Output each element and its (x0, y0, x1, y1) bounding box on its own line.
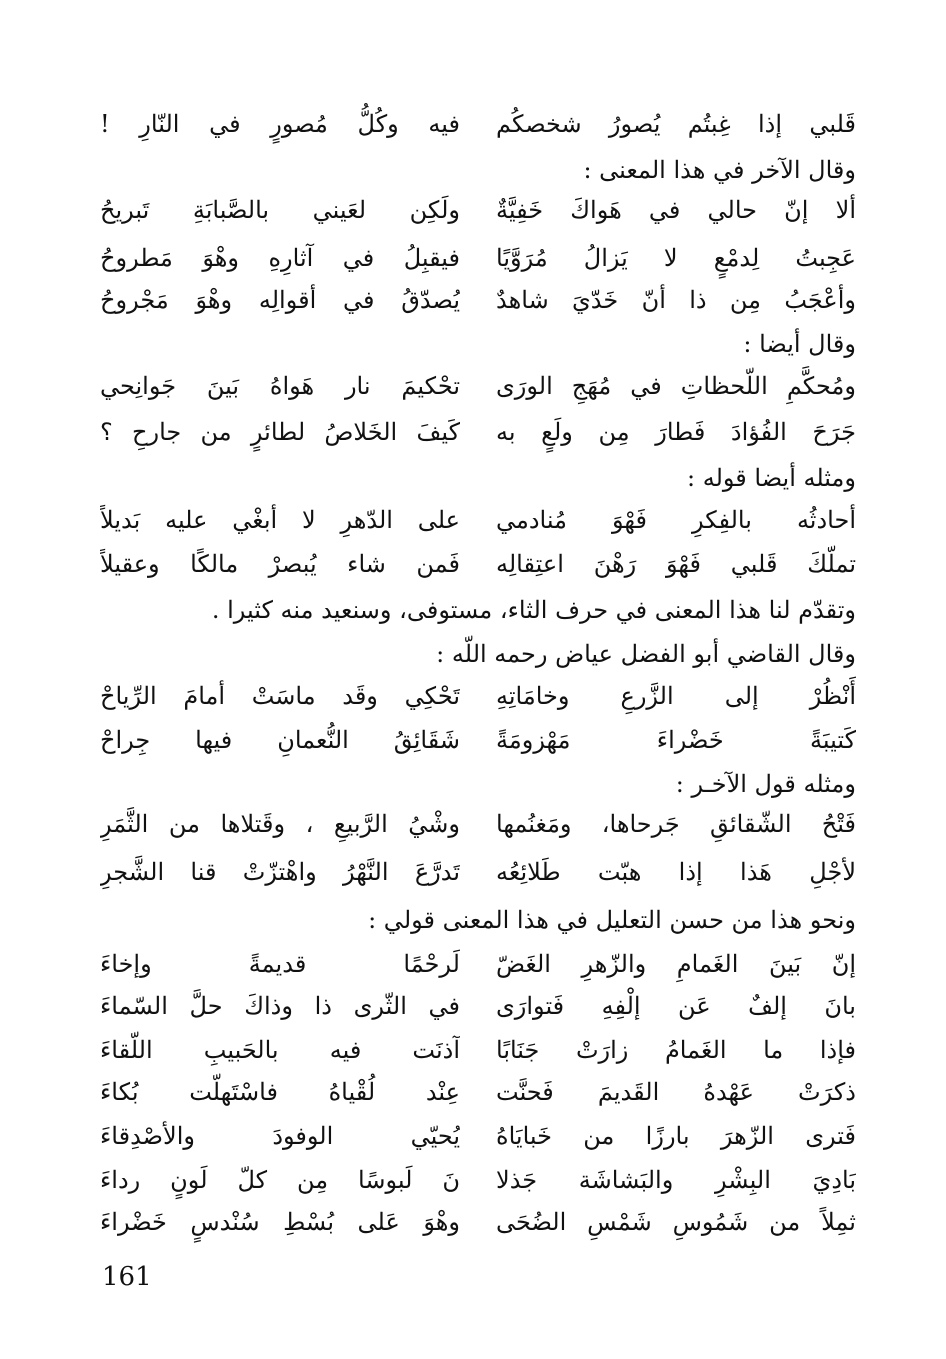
verse-first-hemistich: إنّ بَينَ الغَمامِ والزّهرِ الغَضّ (496, 950, 856, 978)
verse-line (80, 1198, 856, 1246)
prose-line: وتقدّم لنا هذا المعنى في حرف الثاء، مستوفى، وسنعيد منه كثيرا . (211, 596, 856, 624)
verse-line (80, 716, 856, 764)
verse-first-hemistich: ألا إنّ حالي في هَواكَ خَفِيَّةٌ (496, 196, 856, 224)
verse-line (80, 982, 856, 1030)
verse-first-hemistich: قَلبي إذا غِبتُم يُصورُ شخصكُم (496, 110, 856, 138)
verse-line (80, 672, 856, 720)
verse-line (80, 408, 856, 456)
verse-line (80, 496, 856, 544)
verse-second-hemistich: يُحيّي الوفودَ والأصْدِقاءَ (100, 1122, 460, 1150)
verse-line (80, 100, 856, 148)
verse-first-hemistich: ذكرَتْ عَهْدهُ القَديمَ فَحنَّت (496, 1078, 856, 1106)
verse-first-hemistich: جَرَحَ الفُؤادَ فَطارَ مِن ولَعٍ به (496, 418, 856, 446)
verse-second-hemistich: تَدرَّعَ النَّهْرُ واهْتزّتْ قنا الشَّجرِ (100, 858, 460, 886)
verse-second-hemistich: فيقبِلُ في آثارِهِ وهْوَ مَطروحُ (100, 244, 460, 272)
verse-first-hemistich: وأعْجَبُ مِن ذا أنّ خَدّيَ شاهدٌ (496, 286, 856, 314)
verse-first-hemistich: عَجِبتُ لِدمْعٍ لا يَزالُ مُرَوَّيًا (496, 244, 856, 272)
verse-second-hemistich: ولَكِن لعَيني بالصَّبابَةِ تَبريحُ (100, 196, 460, 224)
verse-first-hemistich: أحادثُه بالفِكرِ فَهْوَ مُنادمي (496, 506, 856, 534)
verse-second-hemistich: كَيفَ الخَلاصُ لطائرٍ من جارحِ ؟ (100, 418, 460, 446)
page-number: 161 (102, 1262, 152, 1292)
verse-line (80, 800, 856, 848)
prose-line: ونحو هذا من حسن التعليل في هذا المعنى قولي : (368, 906, 856, 934)
verse-first-hemistich: أَنْظُرْ إلى الزَّرعِ وخامَاتِهِ (496, 682, 856, 710)
verse-line (80, 1026, 856, 1074)
verse-first-hemistich: فإذا ما الغَمامُ زارَتْ جَنَابًا (496, 1036, 856, 1064)
verse-first-hemistich: كَتيبَةً خَضْراءَ مَهْزومَةً (496, 726, 856, 754)
verse-first-hemistich: ثمِلاً من شَمُوسِ شَمْسِ الضُحَى (496, 1208, 856, 1236)
verse-second-hemistich: وهْوَ عَلى بُسْطِ سُنْدسٍ خَضْراءَ (100, 1208, 460, 1236)
verse-line (80, 1068, 856, 1116)
verse-second-hemistich: يُصدّقُ في أقوالِه وهْوَ مَجْروحُ (100, 286, 460, 314)
prose-line: ومثله قول الآخـر : (675, 770, 856, 798)
verse-line (80, 234, 856, 282)
verse-second-hemistich: تحْكيمَ نار هَواهُ بَينَ جَوانِحي (100, 372, 460, 400)
verse-second-hemistich: وشْيُ الرَّبيعِ ، وقَتلاها من الثَّمَرِ (100, 810, 460, 838)
verse-second-hemistich: على الدّهرِ لا أبغْي عليه بَديلاً (100, 506, 460, 534)
verse-first-hemistich: فَتْحُ الشّقائقِ جَرحاها، ومَغنُمها (496, 810, 856, 838)
verse-second-hemistich: عِنْد لُقْياهُ فاسْتَهلّت بُكاءَ (100, 1078, 460, 1106)
verse-second-hemistich: في الثّرى ذا وذاكَ حلَّ السّماءَ (100, 992, 460, 1020)
verse-line (80, 848, 856, 896)
verse-line (80, 540, 856, 588)
prose-line: وقال القاضي أبو الفضل عياض رحمه اللّه : (436, 640, 856, 668)
verse-second-hemistich: نَ لَبوسًا مِن كلّ لَونٍ رداءَ (100, 1166, 460, 1194)
prose-line: ومثله أيضا قوله : (687, 464, 856, 492)
verse-second-hemistich: آذنَت فيه بالحَبيبِ اللّقاءَ (100, 1036, 460, 1064)
verse-second-hemistich: لَرحْمًا قديمةً وإخاءَ (100, 950, 460, 978)
verse-line (80, 276, 856, 324)
verse-first-hemistich: بَادِيَ البِشْرِ والبَشاشَة جَذلا (496, 1166, 856, 1194)
verse-first-hemistich: بانَ إلفٌ عَن إلْفِهِ فَتوارَى (496, 992, 856, 1020)
verse-second-hemistich: فيه وكُلُّ مُصورٍ في النّارِ ! (100, 110, 460, 138)
verse-line (80, 186, 856, 234)
verse-first-hemistich: ومُحكَّمِ اللّحظاتِ في مُهَجِ الورَى (496, 372, 856, 400)
verse-first-hemistich: تملّكَ قَلبي فَهْوَ رَهْنَ اعتِقالِه (496, 550, 856, 578)
verse-first-hemistich: فَترى الزّهرَ بارزًا من خَبايَاهُ (496, 1122, 856, 1150)
verse-line (80, 362, 856, 410)
verse-second-hemistich: تَحْكِي وقَد ماسَتْ أمامَ الرِّياحْ (100, 682, 460, 710)
verse-line (80, 1156, 856, 1204)
verse-first-hemistich: لأجْلِ هَذا إذا هبّت طَلائِعُه (496, 858, 856, 886)
verse-second-hemistich: شَقَائِقُ النُّعمانِ فيها جِراحْ (100, 726, 460, 754)
verse-line (80, 1112, 856, 1160)
verse-line (80, 940, 856, 988)
prose-line: وقال الآخر في هذا المعنى : (583, 156, 856, 184)
verse-second-hemistich: فَمن شاء يُبصرْ مالكًا وعقيلاً (100, 550, 460, 578)
prose-line: وقال أيضا : (743, 330, 856, 358)
